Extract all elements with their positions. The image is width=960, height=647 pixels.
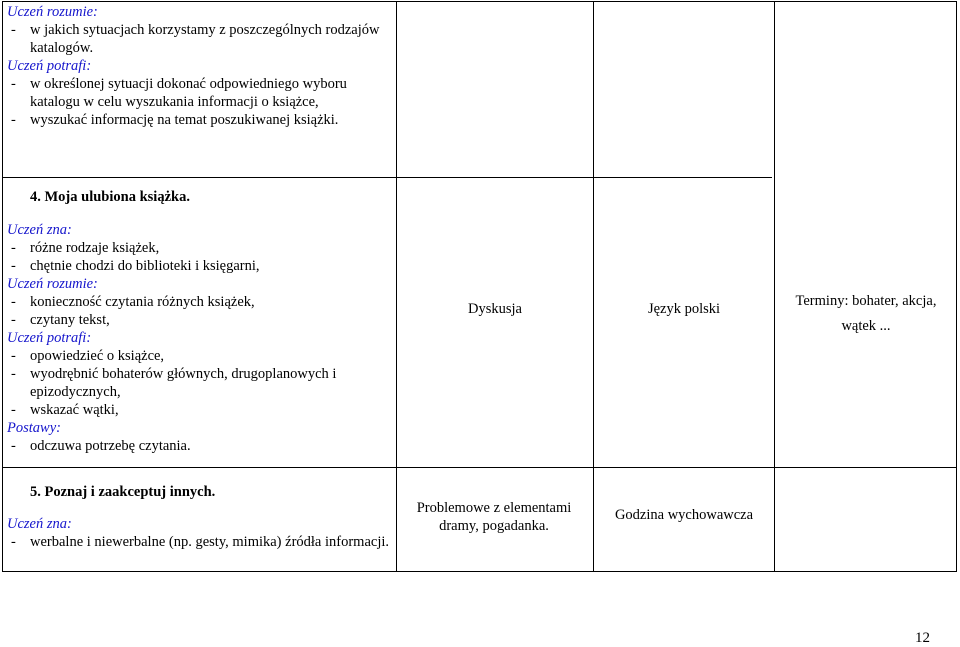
- list-item-text: różne rodzaje książek,: [30, 240, 160, 256]
- dash: -: [11, 258, 16, 274]
- heading-zna: Uczeń zna:: [7, 516, 72, 532]
- dash: -: [11, 294, 16, 310]
- heading-potrafi: Uczeń potrafi:: [7, 330, 92, 346]
- dash: -: [11, 312, 16, 328]
- list-item-text: werbalne i niewerbalne (np. gesty, mimika) źródła informacji.: [30, 534, 390, 550]
- dash: -: [11, 534, 16, 550]
- page-number: 12: [915, 630, 930, 646]
- list-item: [7, 347, 395, 365]
- list-item: [7, 533, 395, 551]
- heading-potrafi: Uczeń potrafi:: [7, 58, 92, 74]
- list-item: [7, 437, 395, 455]
- list-item: [7, 75, 395, 111]
- column-divider: [774, 2, 775, 571]
- list-item: [7, 293, 395, 311]
- list-item: [7, 111, 395, 129]
- list-item: [7, 311, 395, 329]
- list-item-text: w jakich sytuacjach korzystamy z poszczególnych rodzajów katalogów.: [30, 22, 380, 56]
- section-title: 5. Poznaj i zaakceptuj innych.: [30, 484, 216, 500]
- list-item: [7, 365, 395, 401]
- list-item: [7, 401, 395, 419]
- heading-postawy: Postawy:: [7, 420, 61, 436]
- heading-rozumie: Uczeń rozumie:: [7, 276, 98, 292]
- dash: -: [11, 76, 16, 92]
- list-item-text: wskazać wątki,: [30, 402, 119, 418]
- row2-objectives-cell: [7, 188, 395, 455]
- list-item-text: wyszukać informację na temat poszukiwanej książki.: [30, 112, 339, 128]
- list-item-text: chętnie chodzi do biblioteki i księgarni,: [30, 258, 260, 274]
- list-item-text: opowiedzieć o książce,: [30, 348, 165, 364]
- list-item: [7, 257, 395, 275]
- row-divider: [3, 177, 772, 178]
- method-cell: Dyskusja: [468, 301, 522, 317]
- section-title: 4. Moja ulubiona książka.: [30, 189, 190, 205]
- method-cell: Problemowe z elementami dramy, pogadanka.: [416, 500, 572, 534]
- row-divider: [3, 467, 956, 468]
- dash: -: [11, 402, 16, 418]
- row1-objectives-cell: [7, 3, 395, 129]
- dash: -: [11, 438, 16, 454]
- list-item-text: odczuwa potrzebę czytania.: [30, 438, 191, 454]
- heading-rozumie: Uczeń rozumie:: [7, 4, 98, 20]
- subject-cell: Język polski: [647, 301, 721, 317]
- list-item-text: konieczność czytania różnych książek,: [30, 294, 255, 310]
- list-item-text: czytany tekst,: [30, 312, 110, 328]
- list-item: [7, 21, 395, 57]
- curriculum-table: [2, 1, 957, 572]
- list-item-text: wyodrębnić bohaterów głównych, drugoplanowych i epizodycznych,: [30, 366, 337, 400]
- heading-zna: Uczeń zna:: [7, 222, 72, 238]
- subject-cell: Godzina wychowawcza: [614, 507, 754, 523]
- list-item: [7, 239, 395, 257]
- dash: -: [11, 112, 16, 128]
- dash: -: [11, 366, 16, 382]
- column-divider: [593, 2, 594, 571]
- list-item-text: w określonej sytuacji dokonać odpowiedniego wyboru katalogu w celu wyszukania informacji o książce,: [30, 76, 347, 110]
- row3-objectives-cell: [7, 483, 395, 551]
- dash: -: [11, 348, 16, 364]
- column-divider: [396, 2, 397, 571]
- dash: -: [11, 22, 16, 38]
- notes-cell: Terminy: bohater, akcja, wątek ...: [795, 293, 937, 334]
- dash: -: [11, 240, 16, 256]
